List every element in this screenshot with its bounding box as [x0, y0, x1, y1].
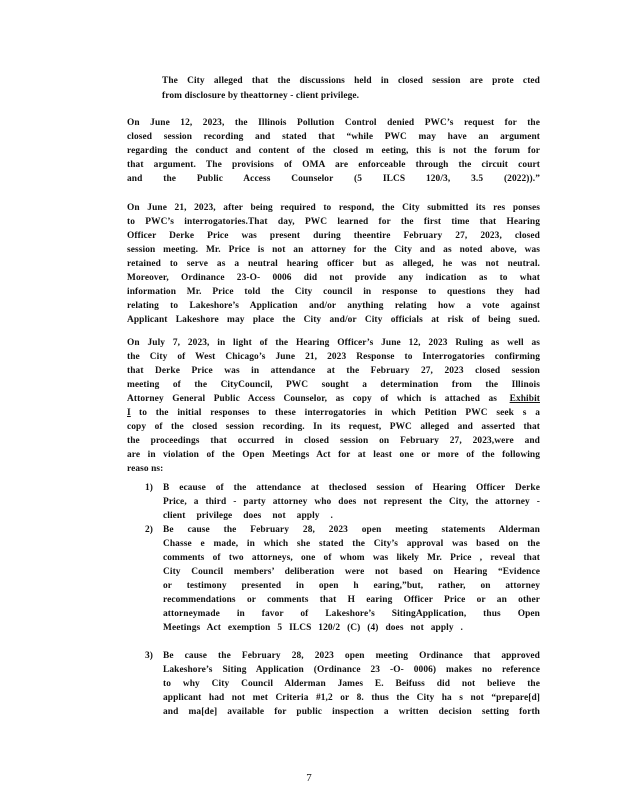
text-line: the City of West Chicago’s June 21, 2023 Response to Interrogatories confirming [127, 352, 540, 362]
text-line: copy of the closed session recording. In its request, PWC alleged and asserted that [127, 422, 540, 432]
exhibit-link[interactable]: Exhibit [509, 394, 540, 404]
text-line: and ma[de] available for public inspection a written decision setting forth [163, 707, 540, 717]
text-line: Officer Derke Price was present during theentire February 27, 2023, closed [127, 231, 540, 241]
text-line: Be cause the February 28, 2023 open meeting Ordinance that approved [163, 651, 540, 661]
text-line: from disclosure by theattorney - client privilege. [162, 91, 360, 101]
text-line: regarding the conduct and content of the closed m eeting, this is not the forum for [127, 146, 540, 156]
text-line: attorneymade in favor of Lakeshore’s SitingApplication, thus Open [163, 609, 540, 619]
text-line: recommendations or comments that H earing Officer Price or an other [163, 595, 540, 605]
text-line: Meetings Act exemption 5 ILCS 120/2 (C) (4) does not apply . [163, 623, 463, 633]
list-number: 2) [145, 525, 153, 535]
text-line: that Derke Price was in attendance at the February 27, 2023 closed session [127, 366, 540, 376]
text-line: closed session recording and stated that “while PWC may have an argument [127, 132, 540, 142]
text-line: Applicant Lakeshore may place the City and/or City officials at risk of being sued. [127, 315, 540, 325]
text-line: Be cause the February 28, 2023 open meeting statements Alderman [163, 525, 540, 535]
text-line: or testimony presented in open h earing,”but, rather, on attorney [163, 581, 540, 591]
page-number: 7 [306, 772, 312, 784]
list-number: 3) [145, 651, 153, 661]
text-line: meeting of the CityCouncil, PWC sought a determination from the Illinois [127, 380, 540, 390]
text-line: comments of two attorneys, one of whom was likely Mr. Price , reveal that [163, 553, 540, 563]
text-line: The City alleged that the discussions held in closed session are prote cted [162, 76, 540, 86]
text-line: applicant had not met Criteria #1,2 or 8. thus the City ha s not “prepare[d] [163, 693, 540, 703]
text-line: the proceedings that occurred in closed session on February 27, 2023,were and [127, 436, 540, 446]
text-line: On June 12, 2023, the Illinois Pollution Control denied PWC’s request for the [127, 118, 540, 128]
text-line: to why City Council Alderman James E. Beifuss did not believe the [163, 679, 540, 689]
text-line: relating to Lakeshore’s Application and/or anything relating how a vote against [127, 301, 540, 311]
list-number: 1) [145, 483, 153, 493]
text-line: retained to serve as a neutral hearing officer but as alleged, he was not neutral. [127, 259, 540, 269]
text-line: client privilege does not apply . [163, 511, 333, 521]
text-line: are in violation of the Open Meetings Act for at least one or more of the following [127, 450, 540, 460]
text-line: B ecause of the attendance at theclosed session of Hearing Officer Derke [163, 483, 540, 493]
text-line: session meeting. Mr. Price is not an attorney for the City and as noted above, was [127, 245, 540, 255]
text-line: that argument. The provisions of OMA are enforceable through the circuit court [127, 160, 540, 170]
text-line: Chasse e made, in which she stated the City’s approval was based on the [163, 539, 540, 549]
text-line: to the initial responses to these interrogatories in which Petition PWC seek s a [139, 408, 540, 418]
text-line: information Mr. Price told the City council in response to questions they had [127, 287, 540, 297]
text-line: Price, a third - party attorney who does not represent the City, the attorney - [163, 497, 540, 507]
text-line: to PWC’s interrogatories.That day, PWC learned for the first time that Hearing [127, 217, 540, 227]
text-line: On June 21, 2023, after being required to respond, the City submitted its res ponses [127, 203, 540, 213]
text-line: and the Public Access Counselor (5 ILCS 120/3, 3.5 (2022)).” [127, 174, 540, 184]
text-line: reaso ns: [127, 464, 164, 474]
text-line: Moreover, Ordinance 23-O- 0006 did not provide any indication as to what [127, 273, 540, 283]
text-line: Attorney General Public Access Counselor, as copy of which is attached as [127, 394, 497, 404]
text-line: On July 7, 2023, in light of the Hearing Officer’s June 12, 2023 Ruling as well as [127, 338, 540, 348]
text-line: City Council members’ deliberation were not based on Hearing “Evidence [163, 567, 540, 577]
exhibit-link[interactable]: I [127, 408, 131, 418]
text-line: Lakeshore’s Siting Application (Ordinance 23 -O- 0006) makes no reference [163, 665, 540, 675]
